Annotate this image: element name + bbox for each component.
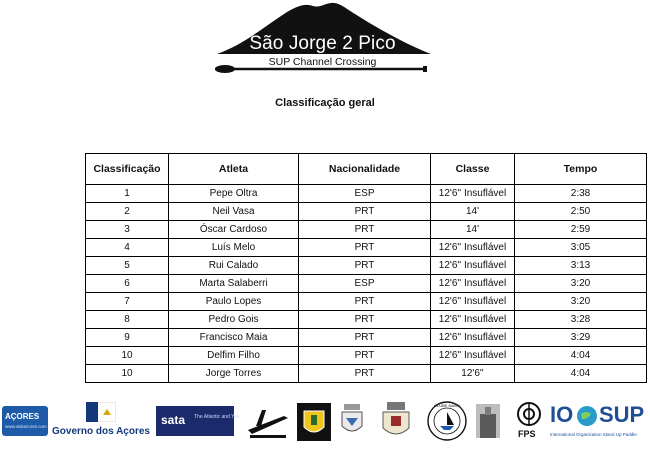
cell-tempo: 2:59	[515, 221, 647, 239]
acores-url: www.visitazores.com	[5, 424, 47, 429]
clube-naval-logo	[424, 400, 470, 442]
sata-text: sata	[161, 413, 186, 427]
table-body	[86, 185, 647, 383]
cell-tempo: 3:20	[515, 275, 647, 293]
acores-text: AÇORES	[5, 412, 40, 421]
isup-logo	[550, 402, 646, 444]
table-row	[86, 203, 647, 221]
crest-1	[297, 403, 331, 441]
cell-nacionalidade: PRT	[299, 257, 431, 275]
photo-logo	[476, 404, 500, 438]
header-atleta: Atleta	[169, 154, 299, 185]
results-table	[85, 153, 647, 383]
cell-nacionalidade: PRT	[299, 347, 431, 365]
cell-nacionalidade: ESP	[299, 275, 431, 293]
sata-logo	[156, 406, 240, 436]
isup-io-text: IO	[550, 402, 574, 427]
cell-atleta: Jorge Torres	[169, 365, 299, 383]
fps-text: FPS	[518, 429, 536, 439]
cell-classificacao: 5	[86, 257, 169, 275]
cell-classe: 14'	[431, 203, 515, 221]
cell-nacionalidade: PRT	[299, 293, 431, 311]
event-logo	[205, 0, 440, 82]
cell-nacionalidade: PRT	[299, 221, 431, 239]
cell-atleta: Luís Melo	[169, 239, 299, 257]
sponsors-strip	[0, 398, 650, 446]
table-row	[86, 221, 647, 239]
event-subtitle: SUP Channel Crossing	[268, 56, 377, 68]
cell-classificacao: 9	[86, 329, 169, 347]
governo-text: Governo dos Açores	[52, 426, 150, 437]
header-classe: Classe	[431, 154, 515, 185]
crest-3	[380, 402, 412, 440]
cell-nacionalidade: PRT	[299, 311, 431, 329]
cell-tempo: 2:38	[515, 185, 647, 203]
cell-tempo: 2:50	[515, 203, 647, 221]
table-header-row	[86, 154, 647, 185]
header-tempo: Tempo	[515, 154, 647, 185]
cell-tempo: 3:13	[515, 257, 647, 275]
cell-atleta: Francisco Maia	[169, 329, 299, 347]
table-row	[86, 293, 647, 311]
azores-flag-icon	[86, 402, 116, 422]
town-crest-icon	[340, 404, 364, 438]
governo-logo	[50, 402, 154, 442]
cell-atleta: Rui Calado	[169, 257, 299, 275]
globe-icon	[576, 405, 598, 427]
header-nacionalidade: Nacionalidade	[299, 154, 431, 185]
cell-nacionalidade: ESP	[299, 185, 431, 203]
cell-atleta: Paulo Lopes	[169, 293, 299, 311]
cell-atleta: Óscar Cardoso	[169, 221, 299, 239]
table-row	[86, 347, 647, 365]
cell-classificacao: 7	[86, 293, 169, 311]
cell-nacionalidade: PRT	[299, 365, 431, 383]
cell-tempo: 4:04	[515, 365, 647, 383]
cell-nacionalidade: PRT	[299, 329, 431, 347]
cell-atleta: Pepe Oltra	[169, 185, 299, 203]
cell-classe: 12'6'' Insuflável	[431, 329, 515, 347]
cell-classificacao: 3	[86, 221, 169, 239]
cell-classe: 14'	[431, 221, 515, 239]
table-row	[86, 185, 647, 203]
cell-classe: 12'6'' Insuflável	[431, 311, 515, 329]
table-row	[86, 311, 647, 329]
cell-tempo: 3:28	[515, 311, 647, 329]
cell-classe: 12'6'' Insuflável	[431, 275, 515, 293]
cell-classe: 12'6'' Insuflável	[431, 293, 515, 311]
sup-brand-logo	[244, 404, 292, 440]
paddler-logo-icon	[244, 404, 292, 440]
cell-tempo: 4:04	[515, 347, 647, 365]
cell-classificacao: 6	[86, 275, 169, 293]
crest-2	[340, 404, 364, 438]
table-row	[86, 329, 647, 347]
cell-classe: 12'6'' Insuflável	[431, 239, 515, 257]
castle-crest-icon	[380, 402, 412, 440]
cell-nacionalidade: PRT	[299, 203, 431, 221]
cell-tempo: 3:29	[515, 329, 647, 347]
event-title: São Jorge 2 Pico	[249, 33, 396, 54]
cell-classe: 12'6'' Insuflável	[431, 185, 515, 203]
isup-full-text: International Organization Stand Up Paddle	[550, 432, 637, 437]
cell-nacionalidade: PRT	[299, 239, 431, 257]
cell-atleta: Delfim Filho	[169, 347, 299, 365]
header-classificacao: Classificação	[86, 154, 169, 185]
cell-classificacao: 10	[86, 365, 169, 383]
cell-classe: 12'6'' Insuflável	[431, 347, 515, 365]
acores-logo	[2, 406, 48, 436]
clube-naval-text: CLUBE NAVAL	[434, 403, 461, 408]
building-photo-icon	[476, 404, 500, 438]
table-row	[86, 275, 647, 293]
cell-classe: 12'6'' Insuflável	[431, 257, 515, 275]
municipal-crest-icon	[297, 403, 331, 441]
fps-emblem-icon	[514, 400, 544, 428]
table-row	[86, 365, 647, 383]
isup-sup-text: SUP	[599, 402, 645, 427]
cell-classificacao: 8	[86, 311, 169, 329]
cell-classificacao: 4	[86, 239, 169, 257]
cell-atleta: Neil Vasa	[169, 203, 299, 221]
sata-tagline: The Atlantic and You	[194, 414, 240, 420]
page-heading: Classificação geral	[275, 97, 375, 109]
cell-classificacao: 10	[86, 347, 169, 365]
cell-atleta: Pedro Gois	[169, 311, 299, 329]
cell-atleta: Marta Salaberri	[169, 275, 299, 293]
table-row	[86, 239, 647, 257]
cell-tempo: 3:20	[515, 293, 647, 311]
cell-classificacao: 1	[86, 185, 169, 203]
cell-classe: 12'6''	[431, 365, 515, 383]
table-row	[86, 257, 647, 275]
cell-classificacao: 2	[86, 203, 169, 221]
fps-logo	[512, 400, 546, 444]
cell-tempo: 3:05	[515, 239, 647, 257]
